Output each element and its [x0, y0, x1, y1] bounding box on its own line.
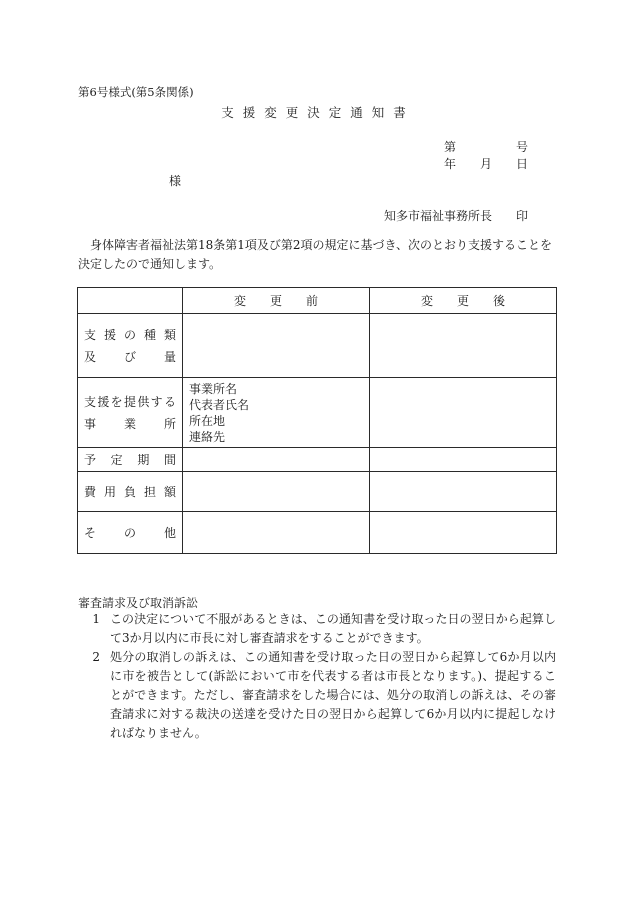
cell-before [183, 448, 370, 472]
document-number [444, 138, 528, 155]
provider-rep-label: 代表者氏名 [189, 397, 250, 412]
row-label-period: 予定期間 [78, 448, 183, 472]
issuer-name: 知多市福祉事務所長 [384, 209, 493, 223]
table-row [78, 512, 557, 554]
date-day: 日 [515, 157, 528, 171]
number-prefix: 第 [444, 140, 457, 154]
table-row [78, 472, 557, 512]
item-number: 1 [92, 612, 100, 626]
provider-contact-label: 連絡先 [189, 429, 226, 444]
item-number: 2 [92, 650, 100, 664]
number-suffix: 号 [515, 140, 528, 154]
cell-before [183, 314, 370, 378]
cell-before [183, 472, 370, 512]
header-before: 変更前 [183, 288, 370, 314]
table-header-row [78, 288, 557, 314]
change-table [77, 287, 557, 554]
date-month: 月 [479, 157, 492, 171]
row-label-cost: 費用負担額 [78, 472, 183, 512]
cell-after [370, 378, 557, 448]
item-text: この決定について不服があるときは、この通知書を受け取った日の翌日から起算して3か月以内に市長に対し審査請求をすることができます。 [110, 612, 556, 645]
table-row [78, 448, 557, 472]
cell-after [370, 448, 557, 472]
cell-before-provider [183, 378, 370, 448]
cell-after [370, 314, 557, 378]
cell-after [370, 472, 557, 512]
addressee: 様 [169, 174, 182, 188]
row-label-service-type: 支援の種類 及び量 [78, 314, 183, 378]
seal-mark: 印 [516, 209, 529, 223]
row-label-other: その他 [78, 512, 183, 554]
form-identifier: 第6号様式(第5条関係) [78, 85, 194, 99]
list-item [78, 648, 556, 743]
cell-before [183, 512, 370, 554]
item-text: 処分の取消しの訴えは、この通知書を受け取った日の翌日から起算して6か月以内に市を被告として(訴訟において市を代表する者は市長となります。)、提起することができます。ただし、審査請求をした場合には、処分の取消しの訴えは、その審査請求に対する裁決の送達を受けた日の翌日から起算して6か月以内に提起しなければなりません。 [110, 650, 556, 740]
list-item [78, 610, 556, 648]
header-after: 変更後 [370, 288, 557, 314]
appeal-list [78, 610, 556, 743]
document-title: 支援変更決定通知書 [221, 105, 415, 120]
table-row [78, 314, 557, 378]
provider-name-label: 事業所名 [189, 381, 238, 396]
appeal-heading: 審査請求及び取消訴訟 [78, 596, 199, 610]
date-year: 年 [444, 157, 457, 171]
notice-body: 身体障害者福祉法第18条第1項及び第2項の規定に基づき、次のとおり支援することを決定したので通知します。 [78, 238, 553, 271]
cell-after [370, 512, 557, 554]
table-row [78, 378, 557, 448]
provider-address-label: 所在地 [189, 413, 226, 428]
issuer [384, 207, 528, 224]
issue-date [444, 155, 528, 172]
header-blank [78, 288, 183, 314]
row-label-provider: 支援を提供する 事業所 [78, 378, 183, 448]
